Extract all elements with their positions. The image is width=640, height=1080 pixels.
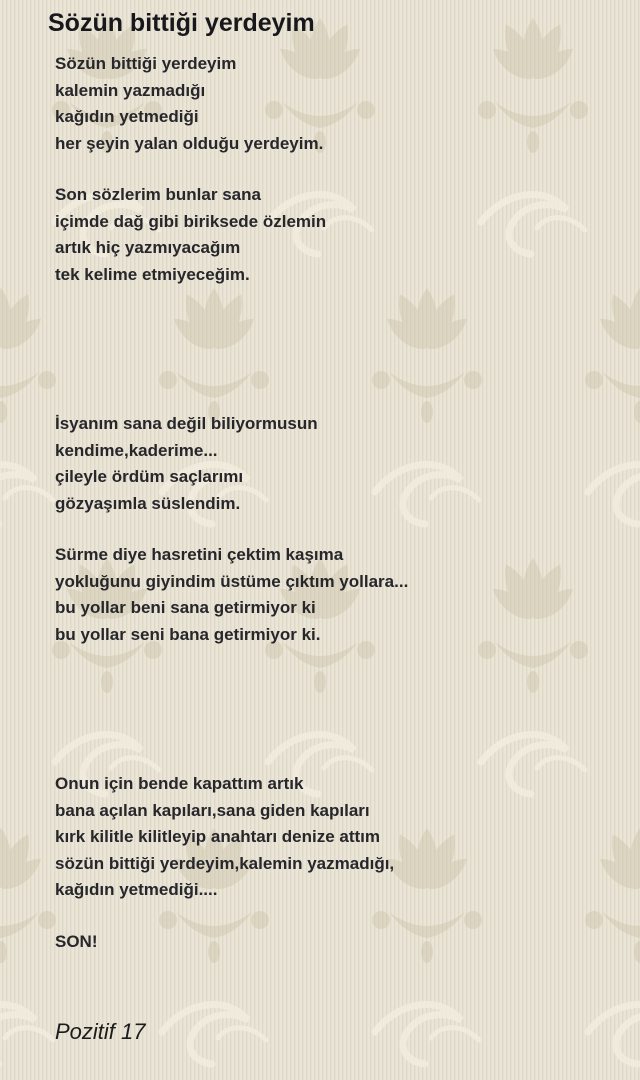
poem-line: tek kelime etmiyeceğim. xyxy=(55,264,250,284)
stanza-2 xyxy=(48,182,620,288)
author-signature: Pozitif 17 xyxy=(55,1019,146,1044)
stanza-5 xyxy=(48,771,620,904)
stanza-end xyxy=(48,929,620,956)
stanza-1 xyxy=(48,51,620,157)
poem-line: gözyaşımla süslendim. xyxy=(55,493,241,513)
poem-line: bu yollar beni sana getirmiyor ki xyxy=(55,598,316,617)
poem-line: bana açılan kapıları,sana giden kapıları xyxy=(55,800,370,820)
poem-line: bu yollar seni bana getirmiyor ki. xyxy=(55,624,321,644)
poem-line: Onun için bende kapattım artık xyxy=(55,774,304,793)
poem-line: her şeyin yalan olduğu yerdeyim. xyxy=(55,133,324,153)
poem-line: çileyle ördüm saçlarımı xyxy=(55,467,244,486)
poem-line: Sürme diye hasretini çektim kaşıma xyxy=(55,545,344,564)
poem-line: İsyanım sana değil biliyormusun xyxy=(55,414,318,433)
poem-line: kalemin yazmadığı xyxy=(55,80,206,100)
stanza-4 xyxy=(48,542,620,648)
poem-line: Son sözlerim bunlar sana xyxy=(55,185,261,204)
poem-line: kağıdın yetmediği xyxy=(55,107,199,126)
poem-line: artık hiç yazmıyacağım xyxy=(55,238,241,257)
poem-line: kırk kilitle kilitleyip anahtarı denize attım xyxy=(55,827,381,846)
poem-line: içimde dağ gibi biriksede özlemin xyxy=(55,211,327,231)
poem-line: Sözün bittiği yerdeyim xyxy=(55,54,237,73)
poem-line: kendime,kaderime... xyxy=(55,440,218,460)
poem-line: yokluğunu giyindim üstüme çıktım yollara... xyxy=(55,571,409,591)
stanza-3 xyxy=(48,411,620,517)
poem-line: kağıdın yetmediği.... xyxy=(55,880,218,899)
poem-line: sözün bittiği yerdeyim,kalemin yazmadığı, xyxy=(55,853,395,873)
poem-title: Sözün bittiği yerdeyim xyxy=(48,9,315,37)
poem-line: SON! xyxy=(55,931,98,951)
